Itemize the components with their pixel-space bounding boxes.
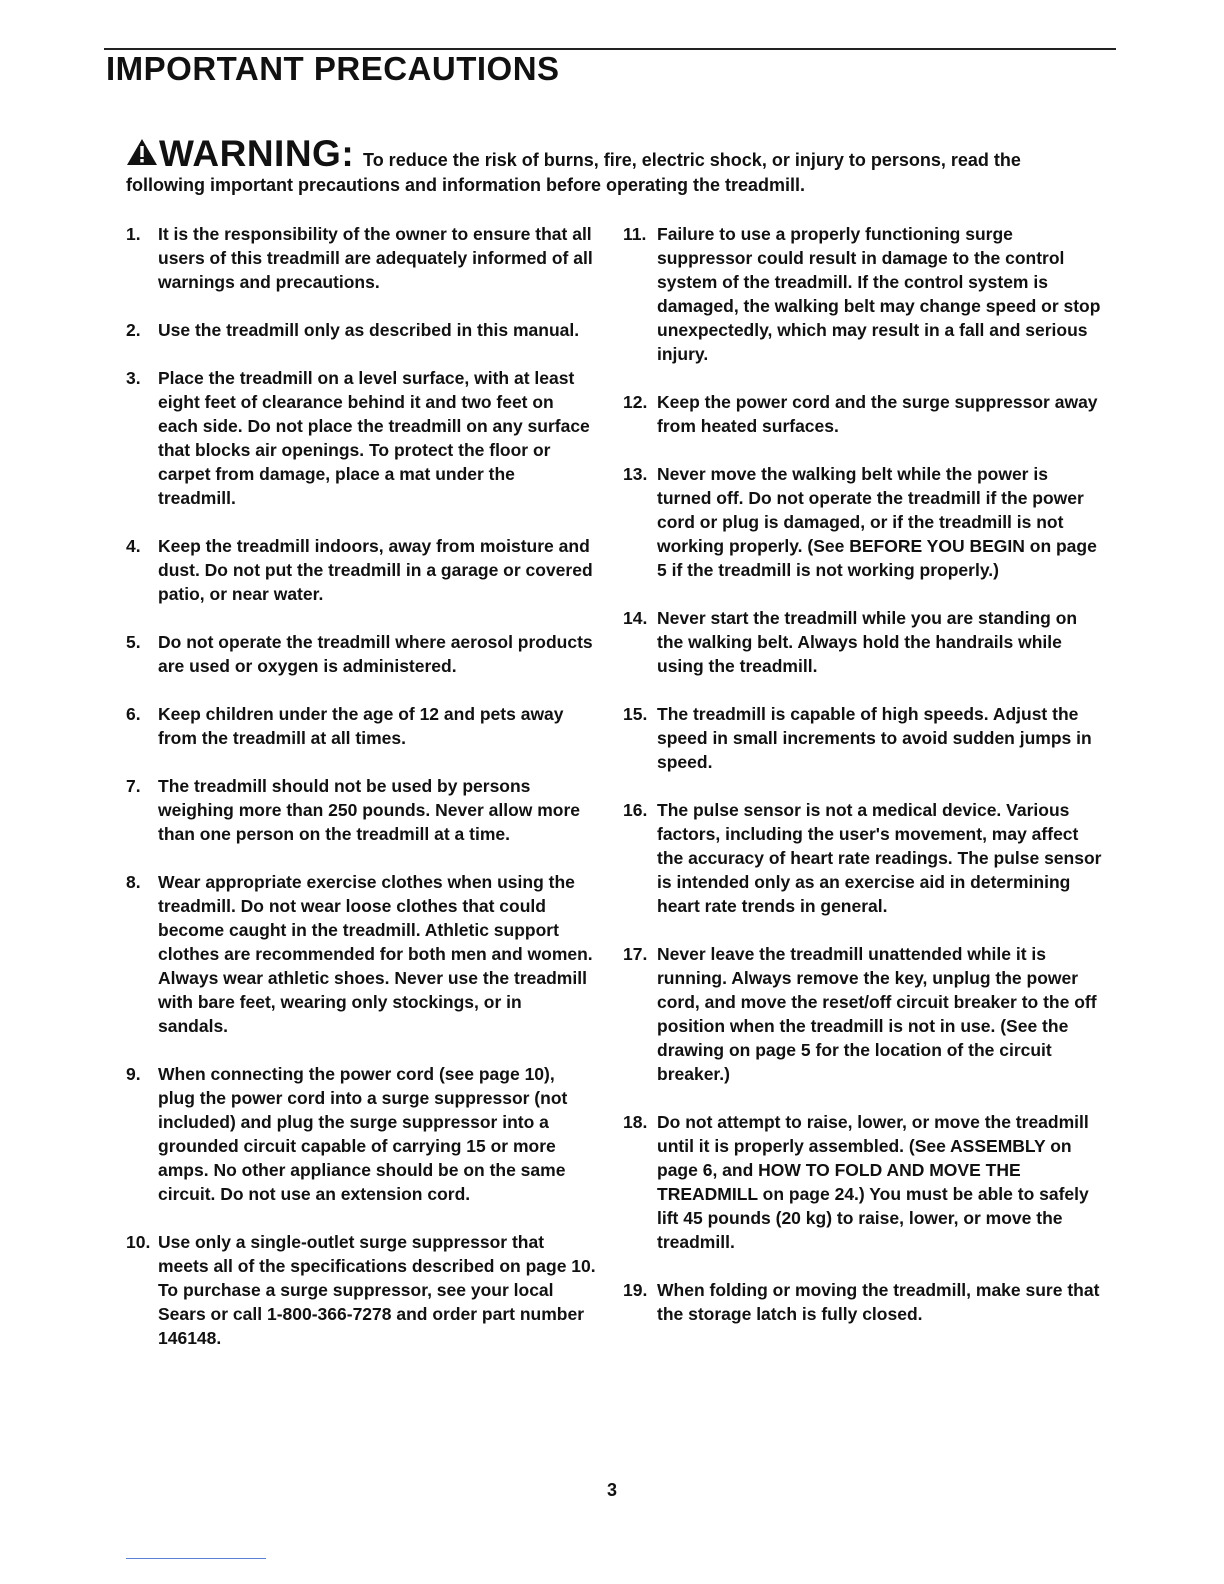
precaution-item [623, 798, 1103, 918]
item-text: Never move the walking belt while the power is turned off. Do not operate the treadmill if the power cord or plug is damaged, or if the treadmill is not working properly. (See BEFORE YOU BEGIN on page 5 if the treadmill is not working properly.) [657, 464, 1097, 580]
warning-heading [126, 134, 354, 174]
precaution-item [126, 630, 596, 678]
item-text: When connecting the power cord (see page 10), plug the power cord into a surge suppressor (not included) and plug the surge suppressor into a grounded circuit capable of carrying 15 or more amps. No other appliance should be on the same circuit. Do not use an extension cord. [158, 1064, 568, 1204]
item-number: 9. [126, 1064, 141, 1084]
item-number: 18. [623, 1112, 648, 1132]
precaution-item [126, 702, 596, 750]
item-text: It is the responsibility of the owner to ensure that all users of this treadmill are adequately informed of all warnings and precautions. [158, 224, 593, 292]
item-number: 13. [623, 464, 648, 484]
page-number: 3 [606, 1480, 617, 1500]
precaution-item [623, 1110, 1103, 1254]
precaution-item [126, 318, 596, 342]
item-text: Place the treadmill on a level surface, with at least eight feet of clearance behind it and two feet on each side. Do not place the treadmill on any surface that blocks air openings. To protect the floor or carpet from damage, place a mat under the treadmill. [158, 368, 590, 508]
item-number: 3. [126, 368, 141, 388]
item-text: The treadmill is capable of high speeds. Adjust the speed in small increments to avoid sudden jumps in speed. [657, 704, 1092, 772]
precaution-item [623, 606, 1103, 678]
precaution-item [126, 1230, 596, 1350]
item-number: 11. [623, 224, 647, 244]
warning-triangle-icon [126, 138, 158, 166]
item-number: 12. [623, 392, 648, 412]
item-text: Keep the treadmill indoors, away from moisture and dust. Do not put the treadmill in a garage or covered patio, or near water. [158, 536, 593, 604]
item-number: 2. [126, 320, 141, 340]
item-number: 10. [126, 1232, 151, 1252]
precaution-item [126, 222, 596, 294]
item-text: The treadmill should not be used by persons weighing more than 250 pounds. Never allow more than one person on the treadmill at a time. [158, 776, 581, 844]
page-title: IMPORTANT PRECAUTIONS [106, 50, 560, 87]
item-text: Keep the power cord and the surge suppressor away from heated surfaces. [657, 392, 1098, 436]
item-text: Keep children under the age of 12 and pets away from the treadmill at all times. [158, 704, 564, 748]
bottom-divider [126, 1558, 266, 1559]
precautions-right-column [623, 222, 1103, 1350]
precaution-item [623, 462, 1103, 582]
item-number: 15. [623, 704, 648, 724]
item-number: 6. [126, 704, 141, 724]
precaution-item [623, 1278, 1103, 1326]
precautions-left-column [126, 222, 596, 1374]
precaution-item [126, 534, 596, 606]
item-text: When folding or moving the treadmill, make sure that the storage latch is fully closed. [657, 1280, 1100, 1324]
item-text: Use the treadmill only as described in this manual. [158, 320, 580, 340]
precaution-item [623, 702, 1103, 774]
item-text: Do not attempt to raise, lower, or move the treadmill until it is properly assembled. (See ASSEMBLY on page 6, and HOW TO FOLD AND MOVE THE TREADMILL on page 24.) You must be able to safely lift 45 pounds (20 kg) to raise, lower, or move the treadmill. [657, 1112, 1089, 1252]
item-number: 14. [623, 608, 648, 628]
item-number: 16. [623, 800, 648, 820]
item-text: Never start the treadmill while you are standing on the walking belt. Always hold the handrails while using the treadmill. [657, 608, 1078, 676]
item-number: 5. [126, 632, 141, 652]
item-text: Use only a single-outlet surge suppressor that meets all of the specifications described on page 10. To purchase a surge suppressor, see your local Sears or call 1-800-366-7278 and order part number 146148. [158, 1232, 596, 1348]
item-number: 1. [126, 224, 141, 244]
item-number: 7. [126, 776, 141, 796]
item-number: 8. [126, 872, 141, 892]
item-text: Never leave the treadmill unattended while it is running. Always remove the key, unplug the power cord, and move the reset/off circuit breaker to the off position when the treadmill is not in use. (See the drawing on page 5 for the location of the circuit breaker.) [657, 944, 1097, 1084]
item-text: The pulse sensor is not a medical device. Various factors, including the user's movement, may affect the accuracy of heart rate readings. The pulse sensor is intended only as an exercise aid in determining heart rate trends in general. [657, 800, 1102, 916]
item-text: Failure to use a properly functioning surge suppressor could result in damage to the control system of the treadmill. If the control system is damaged, the walking belt may change speed or stop unexpectedly, which may result in a fall and serious injury. [657, 224, 1101, 364]
item-text: Do not operate the treadmill where aerosol products are used or oxygen is administered. [158, 632, 593, 676]
precaution-item [126, 1062, 596, 1206]
item-number: 19. [623, 1280, 648, 1300]
item-text: Wear appropriate exercise clothes when using the treadmill. Do not wear loose clothes that could become caught in the treadmill. Athletic support clothes are recommended for both men and women. Always wear athletic shoes. Never use the treadmill with bare feet, wearing only stockings, or in sandals. [158, 872, 593, 1036]
item-number: 17. [623, 944, 648, 964]
item-number: 4. [126, 536, 141, 556]
precaution-item [623, 942, 1103, 1086]
precaution-item [623, 222, 1103, 366]
warning-text: To reduce the risk of burns, fire, electric shock, or injury to persons, read the following important precautions and information before operating the treadmill. [126, 150, 1021, 195]
precaution-item [126, 366, 596, 510]
precaution-item [126, 774, 596, 846]
warning-label: WARNING: [159, 133, 355, 174]
precaution-item [126, 870, 596, 1038]
precaution-item [623, 390, 1103, 438]
warning-block [126, 134, 1101, 197]
